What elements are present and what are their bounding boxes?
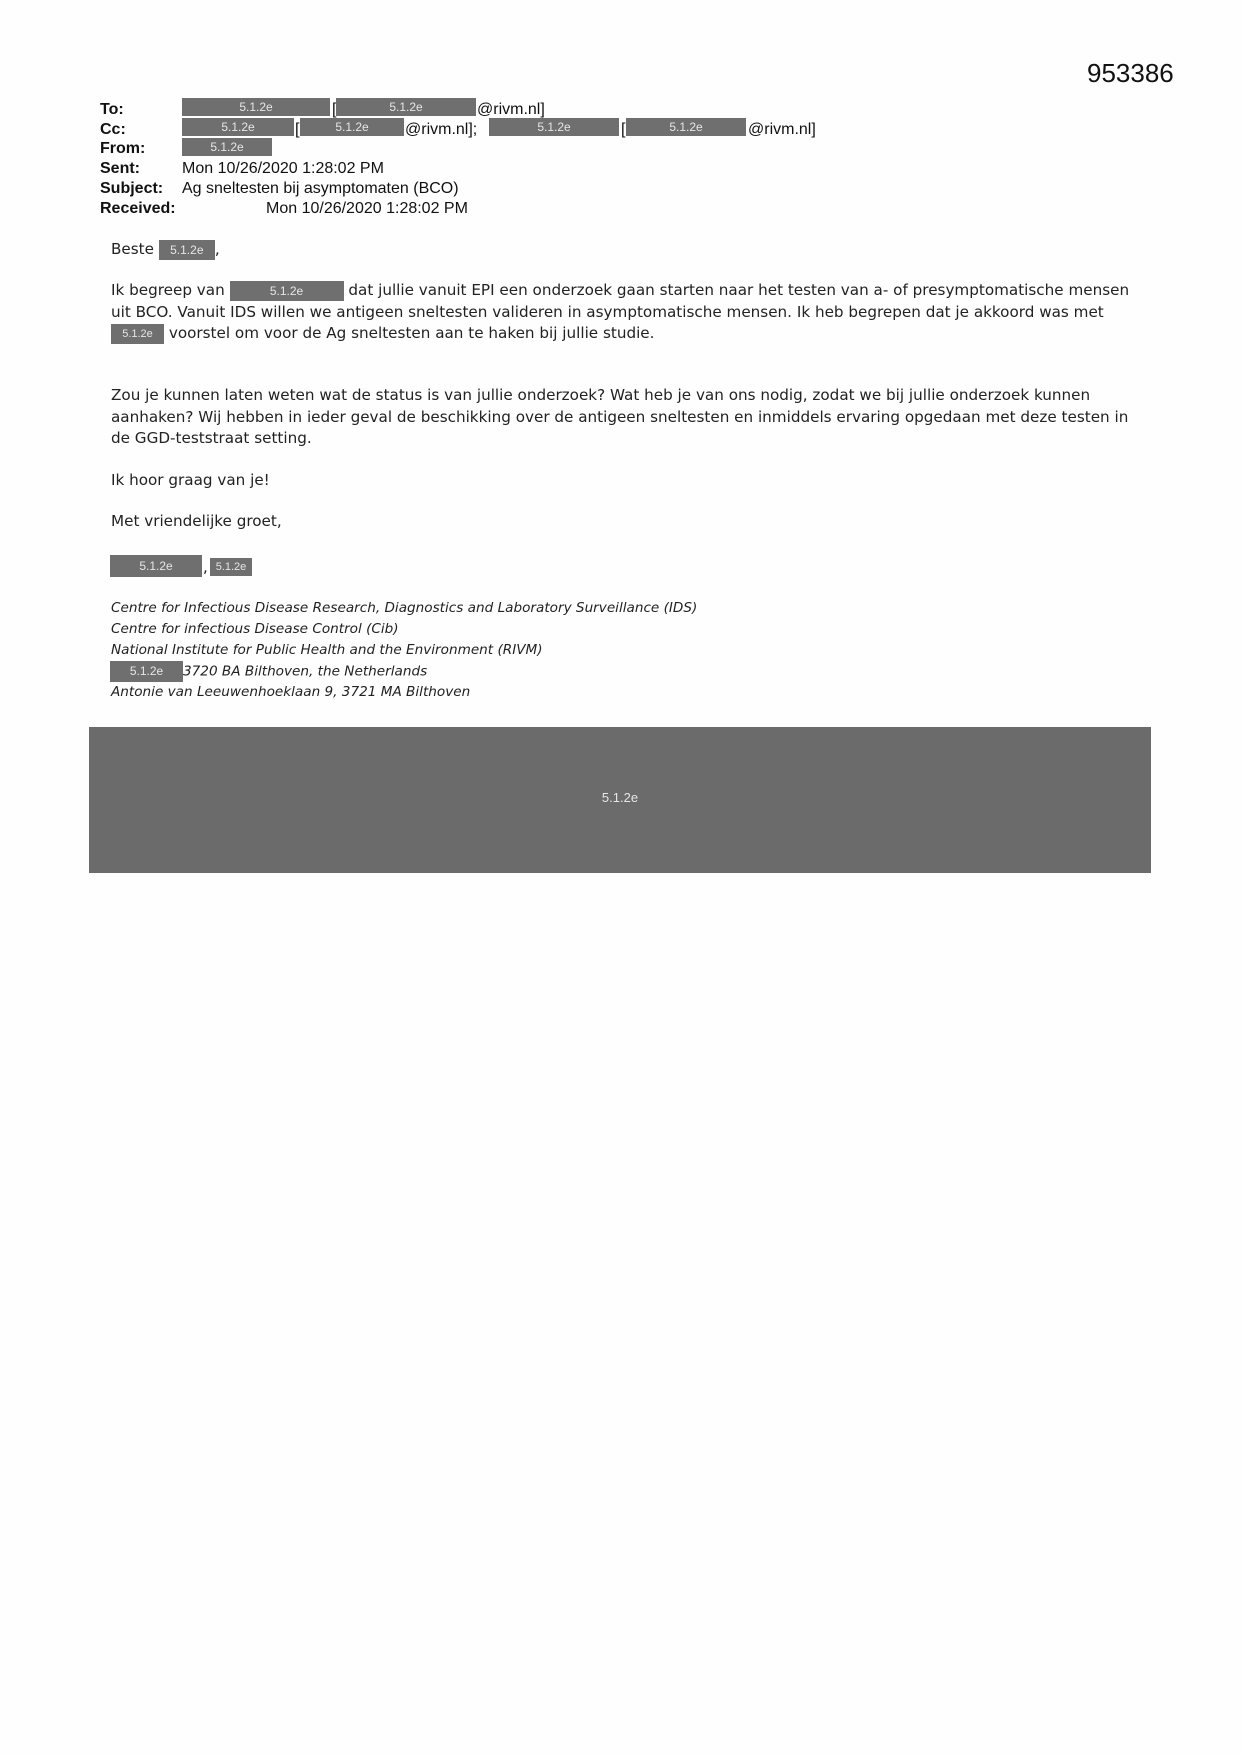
greeting-prefix: Beste (111, 240, 154, 258)
redaction-p1-name: 5.1.2e (230, 281, 344, 301)
cc-email-suffix-2: @rivm.nl] (748, 121, 816, 138)
sender-comma: , (203, 558, 208, 576)
p1-part2: dat jullie vanuit EPI een onderzoek gaan starten naar het testen van a- of presymptomatische mensen uit BCO. Vanuit IDS willen we antigeen sneltesten valideren in asymptomatische mensen. Ik heb begrepen dat je akkoord was met (111, 281, 1130, 321)
to-email-suffix: @rivm.nl] (477, 101, 545, 118)
subject-label: Subject: (100, 180, 164, 197)
to-label: To: (100, 101, 124, 118)
closing-text: Met vriendelijke groet, (111, 512, 282, 530)
received-label: Received: (100, 200, 176, 217)
to-bracket: [ (332, 101, 337, 118)
redaction-to-email: 5.1.2e (336, 98, 476, 116)
paragraph-1 (111, 280, 1131, 345)
paragraph-2 (111, 385, 1131, 450)
greeting-comma: , (214, 240, 220, 258)
p1-part3: voorstel om voor de Ag sneltesten aan te haken bij jullie studie. (168, 324, 655, 342)
signature-line-3: National Institute for Public Health and the Environment (RIVM) (111, 642, 543, 658)
closing (111, 511, 1131, 533)
redaction-sender-name: 5.1.2e (110, 555, 202, 577)
cc-bracket-2: [ (621, 121, 626, 138)
paragraph-3 (111, 470, 1131, 492)
greeting (111, 239, 1131, 261)
redaction-greeting-name: 5.1.2e (159, 240, 215, 260)
redaction-postbus: 5.1.2e (110, 661, 183, 682)
sent-label: Sent: (100, 160, 140, 177)
signature-line-4-text: 3720 BA Bilthoven, the Netherlands (183, 663, 428, 680)
sent-value: Mon 10/26/2020 1:28:02 PM (182, 160, 384, 177)
redaction-cc-email-2: 5.1.2e (626, 118, 746, 136)
signature-line-4 (111, 661, 427, 683)
signature-line-5: Antonie van Leeuwenhoeklaan 9, 3721 MA Bilthoven (111, 684, 471, 700)
signature-line-1: Centre for Infectious Disease Research, Diagnostics and Laboratory Surveillance (IDS) (111, 600, 698, 616)
redaction-sender-title: 5.1.2e (210, 558, 252, 576)
p3-text: Ik hoor graag van je! (111, 471, 270, 489)
signature-line-2: Centre for infectious Disease Control (Cib) (111, 621, 399, 637)
received-value: Mon 10/26/2020 1:28:02 PM (266, 200, 468, 217)
document-number: 953386 (1087, 58, 1174, 88)
redaction-cc-name-1: 5.1.2e (182, 118, 294, 136)
redaction-large-block (89, 727, 1151, 873)
cc-email-suffix-1: @rivm.nl]; (405, 121, 478, 138)
redaction-to-name: 5.1.2e (182, 98, 330, 116)
cc-label: Cc: (100, 121, 126, 138)
from-label: From: (100, 140, 146, 157)
redaction-p1-person: 5.1.2e (111, 324, 164, 344)
p2-text: Zou je kunnen laten weten wat de status is van jullie onderzoek? Wat heb je van ons nodig, zodat we bij jullie onderzoek kunnen aanhaken? Wij hebben in ieder geval de beschikking over de antigeen sneltesten en inmiddels ervaring opgedaan met deze testen in de GGD-teststraat setting. (111, 386, 1129, 447)
redaction-from: 5.1.2e (182, 138, 272, 156)
redaction-cc-email-1: 5.1.2e (300, 118, 404, 136)
subject-value: Ag sneltesten bij asymptomaten (BCO) (182, 180, 459, 197)
redaction-cc-name-2: 5.1.2e (489, 118, 619, 136)
cc-bracket-1: [ (295, 121, 300, 138)
p1-part1: Ik begreep van (111, 281, 225, 299)
redaction-large-label: 5.1.2e (601, 790, 639, 805)
